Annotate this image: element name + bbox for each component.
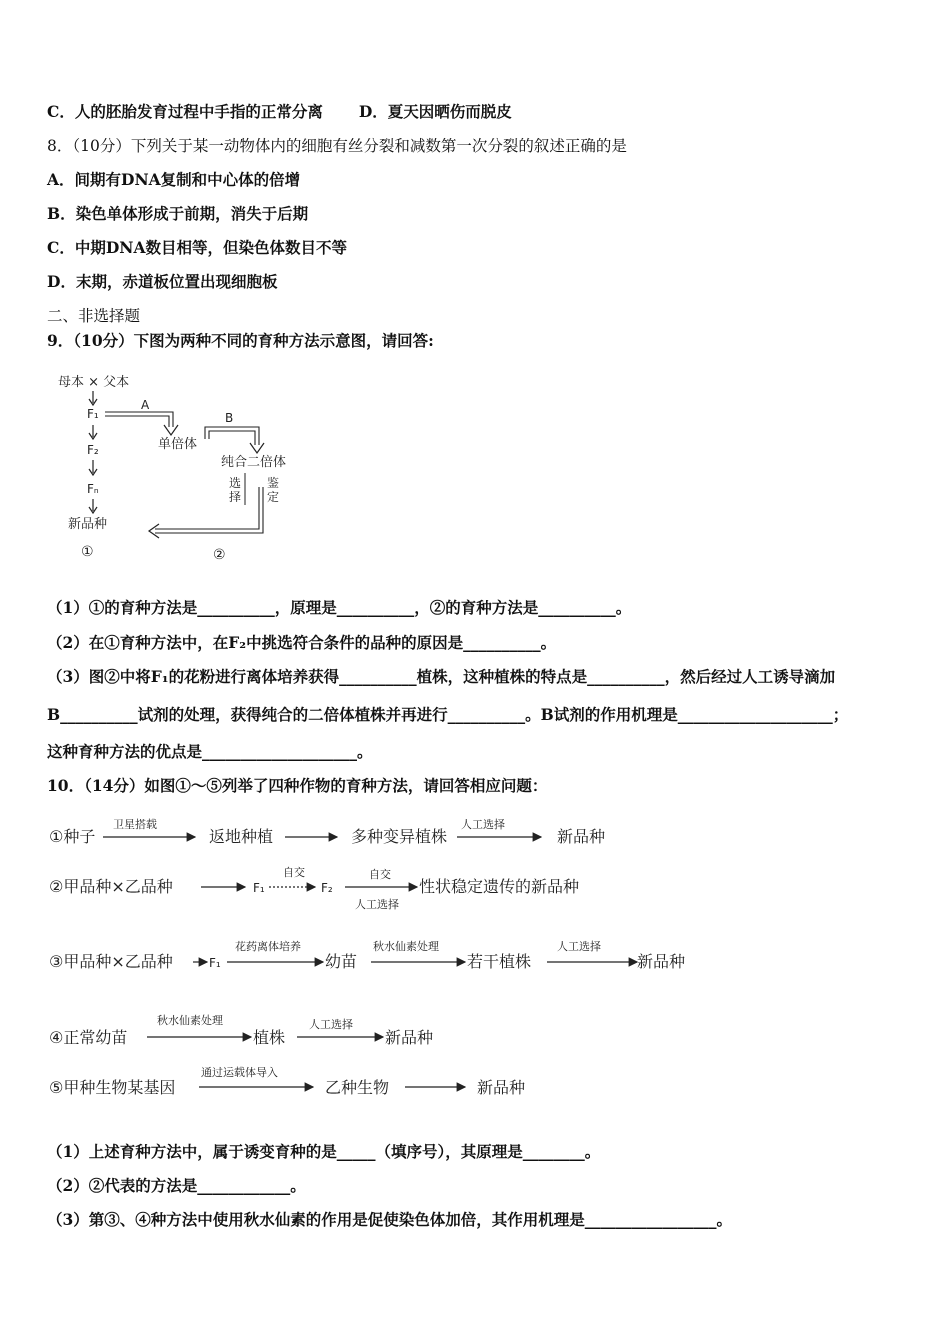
r2-arrow3-label-top: 自交 [369, 868, 391, 881]
diagram-f1: F₁ [87, 407, 99, 421]
diagram-label-a: A [141, 398, 150, 412]
q9-part1: （1）①的育种方法是__________，原理是__________，②的育种方法是__________。 [47, 598, 632, 617]
r5-new-variety: 新品种 [477, 1078, 526, 1097]
q10-part1: （1）上述育种方法中，属于诱变育种的是_____（填序号），其原理是________。 [47, 1142, 601, 1161]
q9-stem: 9．（10分）下图为两种不同的育种方法示意图，请回答: [47, 331, 434, 350]
diagram-f2: F₂ [87, 443, 99, 457]
q9-part2: （2）在①育种方法中，在F₂中挑选符合条件的品种的原因是__________。 [47, 633, 557, 652]
r4-seedling: ④正常幼苗 [49, 1028, 128, 1047]
r3-new-variety: 新品种 [637, 952, 686, 971]
r4-arrow2-label: 人工选择 [309, 1018, 353, 1031]
q9-part3-line2: B__________试剂的处理，获得纯合的二倍体植株并再进行__________。B试剂的作用机理是____________________； [47, 705, 849, 724]
r4-arrow1-label: 秋水仙素处理 [157, 1014, 223, 1027]
r3-f1: F₁ [209, 956, 221, 970]
q7-option-d: D．夏天因晒伤而脱皮 [358, 102, 512, 121]
r2-arrow3-label-bottom: 人工选择 [355, 898, 399, 911]
r5-gene: ⑤甲种生物某基因 [49, 1078, 176, 1097]
r4-new-variety: 新品种 [385, 1028, 434, 1047]
q9-part3-line3: 这种育种方法的优点是____________________。 [47, 742, 373, 761]
r1-arrow3-label: 人工选择 [461, 818, 505, 831]
r5-arrow1-label: 通过运载体导入 [201, 1066, 278, 1079]
r3-arrow2-label: 花药离体培养 [235, 940, 301, 953]
diagram-new-variety: 新品种 [68, 517, 108, 532]
q10-breeding-flows [45, 810, 725, 1110]
r2-f2: F₂ [321, 881, 333, 895]
r1-seed: ①种子 [49, 827, 96, 846]
q8-option-b: B．染色单体形成于前期，消失于后期 [47, 204, 309, 223]
diagram-select-label: 选择 [229, 476, 242, 504]
r3-arrow3-label: 秋水仙素处理 [373, 940, 439, 953]
r3-seedling: 幼苗 [325, 952, 358, 971]
q8-option-a: A．间期有DNA复制和中心体的倍增 [47, 170, 301, 189]
section-title: 二、非选择题 [47, 307, 141, 325]
q9-part3-line1: （3）图②中将F₁的花粉进行离体培养获得__________植株，这种植株的特点是__________，然后经过人工诱导滴加 [47, 667, 836, 686]
q9-breeding-diagram [45, 365, 305, 570]
r2-f1: F₁ [253, 881, 265, 895]
r2-cross: ②甲品种×乙品种 [49, 877, 173, 896]
r2-arrow2-label: 自交 [283, 866, 305, 879]
q10-part2: （2）②代表的方法是____________。 [47, 1176, 306, 1195]
r5-organism: 乙种生物 [325, 1078, 390, 1097]
r4-plant: 植株 [253, 1028, 286, 1047]
r1-replant: 返地种植 [209, 827, 274, 846]
r1-variant-plants: 多种变异植株 [351, 827, 448, 846]
diagram-pure-diploid: 纯合二倍体 [221, 455, 287, 470]
q7-option-c: C．人的胚胎发育过程中手指的正常分离 [47, 102, 323, 121]
r1-arrow1-label: 卫星搭载 [113, 818, 157, 831]
q10-stem: 10．（14分）如图①～⑤列举了四种作物的育种方法，请回答相应问题： [47, 776, 548, 795]
diagram-parents: 母本 × 父本 [58, 375, 130, 390]
r3-arrow4-label: 人工选择 [557, 940, 601, 953]
q8-stem: 8．（10分）下列关于某一动物体内的细胞有丝分裂和减数第一次分裂的叙述正确的是 [47, 137, 627, 155]
r2-stable-variety: 性状稳定遗传的新品种 [419, 877, 580, 896]
q8-option-d: D．末期，赤道板位置出现细胞板 [47, 272, 278, 291]
diagram-num1: ① [81, 544, 94, 560]
q7-options [47, 101, 512, 123]
diagram-label-b: B [225, 411, 234, 425]
diagram-num2: ② [213, 547, 226, 563]
r1-new-variety: 新品种 [557, 827, 606, 846]
diagram-fn: Fₙ [87, 482, 99, 496]
diagram-haploid: 单倍体 [158, 437, 198, 452]
q8-option-c: C．中期DNA数目相等，但染色体数目不等 [47, 238, 347, 257]
q10-part3: （3）第③、④种方法中使用秋水仙素的作用是促使染色体加倍，其作用机理是_________________。 [47, 1210, 733, 1229]
r3-plants: 若干植株 [467, 952, 532, 971]
diagram-identify-label: 鉴定 [267, 476, 280, 504]
r3-cross: ③甲品种×乙品种 [49, 952, 173, 971]
